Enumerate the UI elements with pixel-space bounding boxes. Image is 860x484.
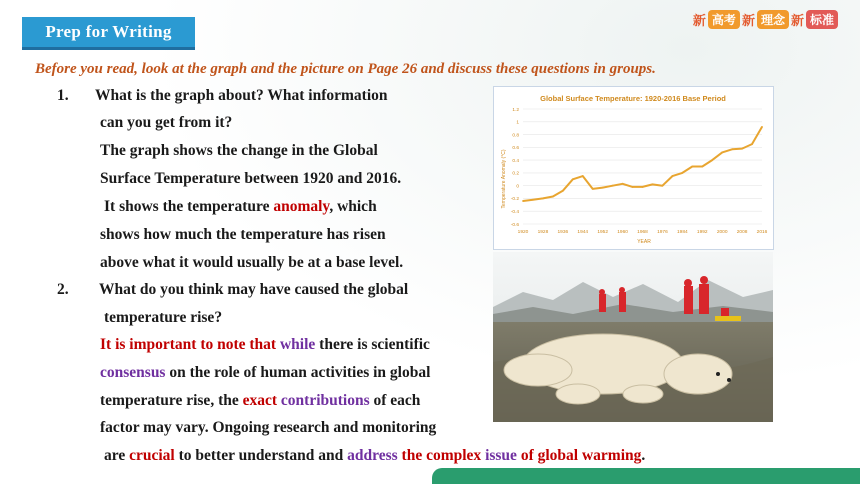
q2-answer-line bbox=[100, 364, 430, 382]
q1-answer-line: The graph shows the change in the Global bbox=[100, 142, 378, 159]
text-run: temperature rise, the bbox=[100, 392, 243, 409]
section-badge bbox=[22, 17, 195, 47]
chart-ytick-label: 0.4 bbox=[512, 158, 519, 164]
keyword-address: address bbox=[347, 447, 398, 464]
chart-series-line bbox=[523, 127, 762, 201]
text-run: of each bbox=[369, 392, 421, 409]
text-run: there is scientific bbox=[315, 336, 430, 353]
brand-part: 标准 bbox=[806, 10, 838, 29]
chart-xtick-label: 1984 bbox=[676, 230, 688, 235]
chart-point bbox=[542, 198, 544, 200]
brand-part: 新 bbox=[790, 13, 804, 29]
chart-point bbox=[612, 185, 614, 187]
brand-part: 理念 bbox=[757, 10, 789, 29]
q1-answer-line bbox=[104, 198, 377, 216]
keyword-issue: issue bbox=[485, 447, 517, 464]
text-run: It shows the temperature bbox=[104, 198, 274, 215]
chart-xtick-label: 1928 bbox=[537, 230, 549, 235]
text-run: are bbox=[104, 447, 130, 464]
chart-point bbox=[602, 187, 604, 189]
temperature-chart bbox=[493, 86, 774, 250]
chart-point bbox=[642, 186, 644, 188]
chart-xlabel: YEAR bbox=[637, 239, 651, 245]
chart-xtick-label: 1960 bbox=[617, 230, 628, 235]
chart-point bbox=[582, 175, 584, 177]
chart-point bbox=[691, 166, 693, 168]
chart-xtick-label: 1952 bbox=[597, 230, 609, 235]
chart-point bbox=[632, 186, 634, 188]
chart-xtick-label: 1920 bbox=[517, 230, 529, 235]
footer-accent-bar bbox=[432, 468, 860, 484]
q1-number: 1. bbox=[57, 87, 69, 104]
chart-point bbox=[592, 188, 594, 190]
text-run: to better understand and bbox=[174, 447, 348, 464]
phrase-the-complex: the complex bbox=[397, 447, 486, 464]
chart-ytick-label: -0.2 bbox=[510, 197, 519, 203]
chart-point bbox=[751, 143, 753, 145]
q2-answer-line bbox=[100, 336, 430, 354]
q2-answer-line: factor may vary. Ongoing research and monitoring bbox=[100, 419, 437, 436]
chart-point bbox=[761, 126, 763, 128]
keyword-crucial: crucial bbox=[129, 447, 175, 464]
chart-ytick-label: 0.6 bbox=[512, 146, 519, 152]
chart-point bbox=[572, 178, 574, 180]
chart-xtick-label: 2000 bbox=[716, 230, 728, 235]
badge-underline bbox=[22, 47, 195, 50]
q2-question-line2: temperature rise? bbox=[104, 309, 223, 326]
text-run: , which bbox=[329, 198, 377, 215]
chart-point bbox=[532, 199, 534, 201]
keyword-exact: exact bbox=[242, 392, 278, 409]
chart-xtick-label: 1944 bbox=[577, 230, 589, 235]
q1-question-line1: What is the graph about? What information bbox=[95, 87, 388, 104]
brand-part: 新 bbox=[741, 13, 755, 29]
q1-answer-line: Surface Temperature between 1920 and 2016. bbox=[100, 170, 402, 187]
chart-xtick-label: 1992 bbox=[696, 230, 708, 235]
q1-answer-line: above what it would usually be at a base level. bbox=[100, 254, 404, 271]
chart-ytick-label: 1 bbox=[516, 120, 519, 126]
instructions: Before you read, look at the graph and the picture on Page 26 and discuss these questions in groups. bbox=[35, 61, 656, 77]
polar-bear-photo bbox=[493, 252, 773, 422]
chart-point bbox=[701, 166, 703, 168]
phrase-of-global-warming: of global warming bbox=[516, 447, 642, 464]
chart-xtick-label: 2016 bbox=[756, 230, 768, 235]
q1-answer-line: shows how much the temperature has risen bbox=[100, 226, 386, 243]
chart-point bbox=[562, 190, 564, 192]
chart-ytick-label: 1.2 bbox=[512, 107, 519, 113]
brand-part: 高考 bbox=[708, 10, 740, 29]
chart-ylabel: Temperature Anomaly (°C) bbox=[501, 149, 507, 209]
chart-title: Global Surface Temperature: 1920-2016 Base Period bbox=[540, 94, 726, 103]
keyword-anomaly: anomaly bbox=[273, 198, 330, 215]
chart-ytick-label: -0.6 bbox=[510, 222, 519, 228]
chart-point bbox=[522, 200, 524, 202]
chart-xtick-label: 1936 bbox=[557, 230, 569, 235]
chart-ytick-label: 0.2 bbox=[512, 171, 519, 177]
keyword-contributions: contributions bbox=[280, 392, 370, 409]
photo-illustration bbox=[493, 252, 773, 422]
phrase-important: It is important to note that bbox=[100, 336, 280, 353]
keyword-consensus: consensus bbox=[100, 364, 166, 381]
section-badge-label: Prep for Writing bbox=[45, 22, 172, 41]
brand-logo bbox=[693, 8, 838, 30]
chart-ytick-label: 0.8 bbox=[512, 133, 519, 139]
chart-xtick-label: 2008 bbox=[736, 230, 748, 235]
chart-point bbox=[671, 175, 673, 177]
q2-answer-line bbox=[100, 392, 420, 410]
brand-part: 新 bbox=[692, 13, 706, 29]
chart-point bbox=[652, 183, 654, 185]
chart-xtick-label: 1976 bbox=[657, 230, 668, 235]
chart-point bbox=[552, 196, 554, 198]
chart-svg bbox=[494, 87, 773, 249]
chart-xtick-label: 1968 bbox=[637, 230, 648, 235]
chart-point bbox=[711, 159, 713, 161]
q2-question-line1: What do you think may have caused the global bbox=[99, 281, 409, 298]
chart-point bbox=[662, 185, 664, 187]
chart-point bbox=[622, 183, 624, 185]
q2-answer-line bbox=[104, 447, 645, 465]
chart-ytick-label: 0 bbox=[516, 184, 519, 190]
chart-point bbox=[741, 148, 743, 150]
chart-point bbox=[681, 172, 683, 174]
chart-point bbox=[731, 148, 733, 150]
chart-ytick-label: -0.4 bbox=[510, 210, 519, 216]
text-run: . bbox=[641, 447, 646, 464]
q2-number: 2. bbox=[57, 281, 69, 298]
keyword-while: while bbox=[279, 336, 316, 353]
q1-question-line2: can you get from it? bbox=[100, 114, 233, 131]
text-run: on the role of human activities in global bbox=[165, 364, 431, 381]
chart-point bbox=[721, 152, 723, 154]
